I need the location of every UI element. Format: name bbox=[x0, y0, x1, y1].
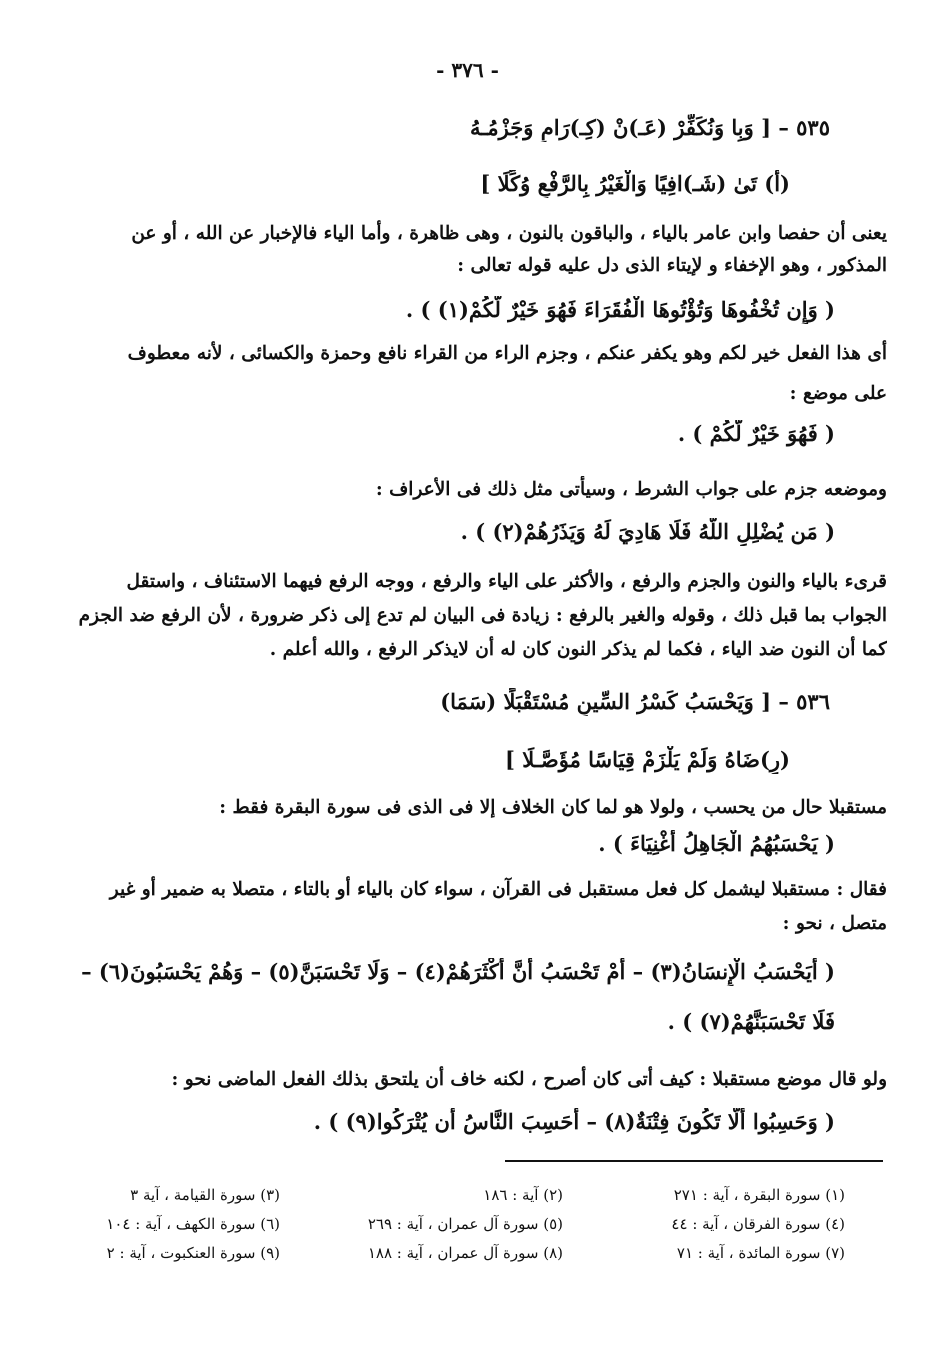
text-line: وموضعه جزم على جواب الشرط ، وسيأتى مثل ذلك فى الأعراف : bbox=[375, 479, 887, 500]
footnote: (٥) سورة آل عمران ، آية : ٢٦٩ bbox=[367, 1215, 563, 1233]
footnote: (٦) سورة الكهف ، آية : ١٠٤ bbox=[106, 1215, 280, 1233]
verse-line: (أَ) تَىٰ (شَـ)افِيًا وَالْغَيْرُ بِالرَّفْعِ وُكِّلَا ] bbox=[480, 171, 790, 196]
quran-quote: ( أَيَحْسَبُ الْإِنسَانُ(٣) – أَمْ تَحْسَبُ أَنَّ أَكْثَرَهُمْ(٤) – وَلَا تَحْسَبَنَّ(٥) – وَهُمْ يَحْسَبُونَ(٦) – bbox=[81, 959, 835, 984]
text-line: مستقبلا حال من يحسب ، ولولا هو لما كان الخلاف إلا فى الذى فى سورة البقرة فقط : bbox=[219, 797, 887, 818]
quran-quote: ( مَن يُضْلِلِ اللَّهُ فَلَا هَادِيَ لَهُ وَيَذَرُهُمْ(٢) ) . bbox=[460, 519, 835, 544]
text-line: فقال : مستقبلا ليشمل كل فعل مستقبل فى القرآن ، سواء كان بالياء أو بالتاء ، متصلا به ضمير أو غير bbox=[109, 879, 887, 900]
footnote: (٩) سورة العنكبوت ، آية : ٢ bbox=[106, 1244, 280, 1262]
quran-quote: ( فَهُوَ خَيْرٌ لَّكُمْ ) . bbox=[677, 421, 835, 446]
page-number: - ٣٧٦ - bbox=[436, 58, 499, 82]
footnote: (٤) سورة الفرقان ، آية : ٤٤ bbox=[671, 1215, 845, 1233]
footnote-divider bbox=[505, 1160, 883, 1162]
text-line: المذكور ، وهو الإخفاء و لإيتاء الذى دل عليه قوله تعالى : bbox=[457, 255, 887, 276]
text-line: الجواب بما قبل ذلك ، وقوله والغير بالرفع : زيادة فى البيان لم تدع إلى ذكر ضرورة ، لأن الرفع ضد الجزم bbox=[78, 605, 887, 626]
footnote: (٨) سورة آل عمران ، آية : ١٨٨ bbox=[367, 1244, 563, 1262]
quran-quote: ( وَإِن تُخْفُوهَا وَتُؤْتُوهَا الْفُقَرَاءَ فَهُوَ خَيْرٌ لَّكُمْ(١) ) . bbox=[405, 297, 835, 322]
quran-quote: ( يَحْسَبُهُمُ الْجَاهِلُ أَغْنِيَاءَ ) . bbox=[598, 831, 835, 856]
verse-line: (رِ)ضَاهُ وَلَمْ يَلْزَمْ قِيَاسًا مُؤَصَّـلَا ] bbox=[504, 747, 790, 772]
footnote: (٢) آية : ١٨٦ bbox=[483, 1186, 563, 1204]
text-line: كما أن النون ضد الياء ، فكما لم يذكر النون كان له أن لايذكر الرفع ، والله أعلم . bbox=[269, 639, 887, 660]
quran-quote: ( وَحَسِبُوا أَلَّا تَكُونَ فِتْنَةٌ(٨) – أَحَسِبَ النَّاسُ أَن يُتْرَكُوا(٩) ) . bbox=[313, 1109, 835, 1134]
verse-line: ٥٣٥ – [ وَبِا وَنُكَفِّرْ (عَـ)نْ (كِـ)رَامٍ وَجَزْمُـهُ bbox=[470, 115, 830, 140]
footnote: (١) سورة البقرة ، آية : ٢٧١ bbox=[673, 1186, 845, 1204]
text-line: متصل ، نحو : bbox=[782, 913, 887, 934]
text-line: قرىء بالياء والنون والجزم والرفع ، والأكثر على الياء والرفع ، ووجه الرفع فيهما الاستئناف ، واستقل bbox=[126, 571, 887, 592]
footnote: (٧) سورة المائدة ، آية : ٧١ bbox=[676, 1244, 845, 1262]
quran-quote: فَلَا تَحْسَبَنَّهُمْ(٧) ) . bbox=[667, 1009, 835, 1034]
verse-line: ٥٣٦ – [ وَيَحْسَبُ كَسْرُ السِّينِ مُسْتَقْبَلًا (سَمَا) bbox=[440, 689, 830, 714]
text-line: ولو قال موضع مستقبلا : كيف أتى كان أصرح ، لكنه خاف أن يلتحق بذلك الفعل الماضى نحو : bbox=[171, 1069, 887, 1090]
text-line: يعنى أن حفصا وابن عامر بالياء ، والباقون بالنون ، وهى ظاهرة ، وأما الياء فالإخبار عن الله ، أو عن bbox=[131, 223, 887, 244]
text-line: على موضع : bbox=[789, 383, 887, 404]
text-line: أى هذا الفعل خير لكم وهو يكفر عنكم ، وجزم الراء من القراء نافع وحمزة والكسائى ، لأنه معطوف bbox=[127, 343, 887, 364]
footnote: (٣) سورة القيامة ، آية ٣ bbox=[130, 1186, 280, 1204]
